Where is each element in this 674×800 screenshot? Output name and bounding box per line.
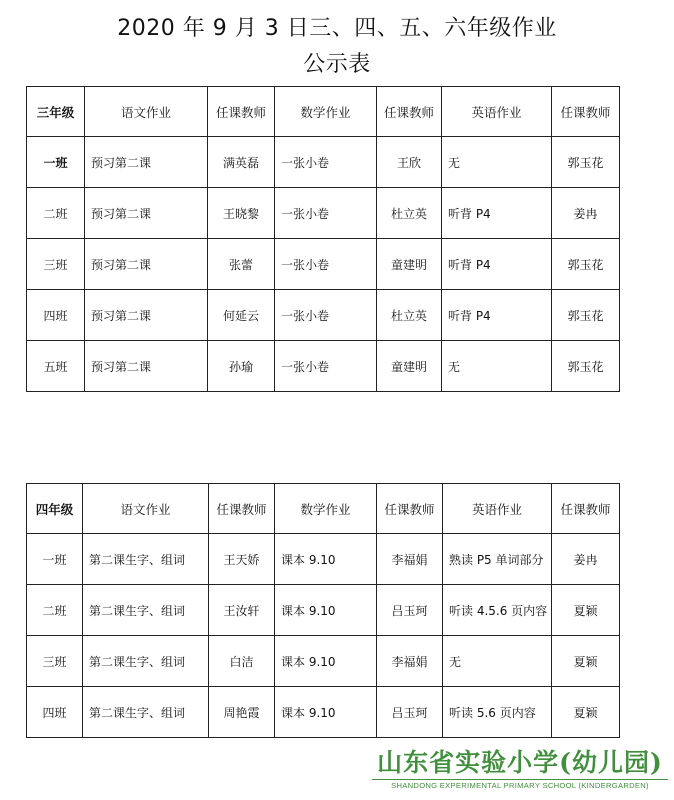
math-homework: 一张小卷 bbox=[275, 239, 377, 290]
header-teacher: 任课教师 bbox=[377, 484, 443, 534]
class-name: 三班 bbox=[27, 239, 85, 290]
math-teacher: 王欣 bbox=[377, 137, 442, 188]
grade-label: 三年级 bbox=[27, 87, 85, 137]
school-logo bbox=[372, 748, 668, 791]
english-teacher: 夏颖 bbox=[552, 636, 620, 687]
chinese-teacher: 何延云 bbox=[208, 290, 275, 341]
table-row bbox=[27, 636, 620, 687]
table-row bbox=[27, 585, 620, 636]
chinese-teacher: 王晓黎 bbox=[208, 188, 275, 239]
english-teacher: 郭玉花 bbox=[552, 341, 620, 392]
math-homework: 课本 9.10 bbox=[275, 687, 377, 738]
chinese-homework: 预习第二课 bbox=[85, 188, 208, 239]
english-teacher: 夏颖 bbox=[552, 585, 620, 636]
table-row bbox=[27, 687, 620, 738]
header-english-homework: 英语作业 bbox=[443, 484, 552, 534]
class-name: 二班 bbox=[27, 585, 83, 636]
math-teacher: 杜立英 bbox=[377, 188, 442, 239]
chinese-teacher: 白洁 bbox=[209, 636, 275, 687]
math-teacher: 童建明 bbox=[377, 239, 442, 290]
class-name: 四班 bbox=[27, 290, 85, 341]
table-row bbox=[27, 137, 620, 188]
grade4-homework-table bbox=[26, 483, 620, 738]
header-teacher: 任课教师 bbox=[552, 484, 620, 534]
math-homework: 课本 9.10 bbox=[275, 636, 377, 687]
header-english-homework: 英语作业 bbox=[442, 87, 552, 137]
grade-label: 四年级 bbox=[27, 484, 83, 534]
header-teacher: 任课教师 bbox=[209, 484, 275, 534]
math-homework: 课本 9.10 bbox=[275, 585, 377, 636]
chinese-homework: 预习第二课 bbox=[85, 290, 208, 341]
class-name: 五班 bbox=[27, 341, 85, 392]
header-math-homework: 数学作业 bbox=[275, 87, 377, 137]
english-teacher: 郭玉花 bbox=[552, 239, 620, 290]
page-subtitle: 公示表 bbox=[303, 52, 371, 77]
chinese-teacher: 张蕾 bbox=[208, 239, 275, 290]
table-row bbox=[27, 290, 620, 341]
math-teacher: 李福娟 bbox=[377, 636, 443, 687]
english-homework: 听背 P4 bbox=[442, 290, 552, 341]
chinese-homework: 预习第二课 bbox=[85, 239, 208, 290]
table-row bbox=[27, 188, 620, 239]
math-homework: 一张小卷 bbox=[275, 188, 377, 239]
chinese-homework: 第二课生字、组词 bbox=[83, 687, 209, 738]
page-title: 2020 年 9 月 3 日三、四、五、六年级作业 bbox=[117, 16, 557, 41]
chinese-homework: 第二课生字、组词 bbox=[83, 585, 209, 636]
math-homework: 一张小卷 bbox=[275, 341, 377, 392]
header-teacher: 任课教师 bbox=[552, 87, 620, 137]
class-name: 三班 bbox=[27, 636, 83, 687]
english-homework: 无 bbox=[443, 636, 552, 687]
grade3-homework-table bbox=[26, 86, 620, 392]
english-teacher: 郭玉花 bbox=[552, 137, 620, 188]
math-teacher: 吕玉珂 bbox=[377, 687, 443, 738]
school-logo-chinese-name: 山东省实验小学(幼儿园) bbox=[377, 748, 663, 777]
english-teacher: 夏颖 bbox=[552, 687, 620, 738]
chinese-teacher: 满英磊 bbox=[208, 137, 275, 188]
english-homework: 听背 P4 bbox=[442, 188, 552, 239]
english-teacher: 郭玉花 bbox=[552, 290, 620, 341]
english-homework: 无 bbox=[442, 341, 552, 392]
math-homework: 一张小卷 bbox=[275, 290, 377, 341]
chinese-teacher: 王天娇 bbox=[209, 534, 275, 585]
header-chinese-homework: 语文作业 bbox=[85, 87, 208, 137]
header-math-homework: 数学作业 bbox=[275, 484, 377, 534]
chinese-homework: 预习第二课 bbox=[85, 137, 208, 188]
english-homework: 熟读 P5 单词部分 bbox=[443, 534, 552, 585]
chinese-teacher: 周艳霞 bbox=[209, 687, 275, 738]
chinese-teacher: 孙瑜 bbox=[208, 341, 275, 392]
table-header-row bbox=[27, 87, 620, 137]
english-homework: 听背 P4 bbox=[442, 239, 552, 290]
table-header-row bbox=[27, 484, 620, 534]
chinese-homework: 第二课生字、组词 bbox=[83, 534, 209, 585]
class-name: 四班 bbox=[27, 687, 83, 738]
table-row bbox=[27, 239, 620, 290]
english-teacher: 姜冉 bbox=[552, 188, 620, 239]
math-teacher: 李福娟 bbox=[377, 534, 443, 585]
chinese-homework: 第二课生字、组词 bbox=[83, 636, 209, 687]
school-logo-english-name: SHANDONG EXPERIMENTAL PRIMARY SCHOOL (KINDERGARDEN) bbox=[372, 779, 668, 791]
table-row bbox=[27, 534, 620, 585]
header-teacher: 任课教师 bbox=[208, 87, 275, 137]
class-name: 二班 bbox=[27, 188, 85, 239]
english-homework: 听读 5.6 页内容 bbox=[443, 687, 552, 738]
header-chinese-homework: 语文作业 bbox=[83, 484, 209, 534]
table-row bbox=[27, 341, 620, 392]
math-homework: 一张小卷 bbox=[275, 137, 377, 188]
header-teacher: 任课教师 bbox=[377, 87, 442, 137]
math-homework: 课本 9.10 bbox=[275, 534, 377, 585]
class-name: 一班 bbox=[27, 137, 85, 188]
class-name: 一班 bbox=[27, 534, 83, 585]
chinese-homework: 预习第二课 bbox=[85, 341, 208, 392]
english-homework: 听读 4.5.6 页内容 bbox=[443, 585, 552, 636]
english-homework: 无 bbox=[442, 137, 552, 188]
math-teacher: 吕玉珂 bbox=[377, 585, 443, 636]
chinese-teacher: 王汝轩 bbox=[209, 585, 275, 636]
math-teacher: 杜立英 bbox=[377, 290, 442, 341]
english-teacher: 姜冉 bbox=[552, 534, 620, 585]
math-teacher: 童建明 bbox=[377, 341, 442, 392]
